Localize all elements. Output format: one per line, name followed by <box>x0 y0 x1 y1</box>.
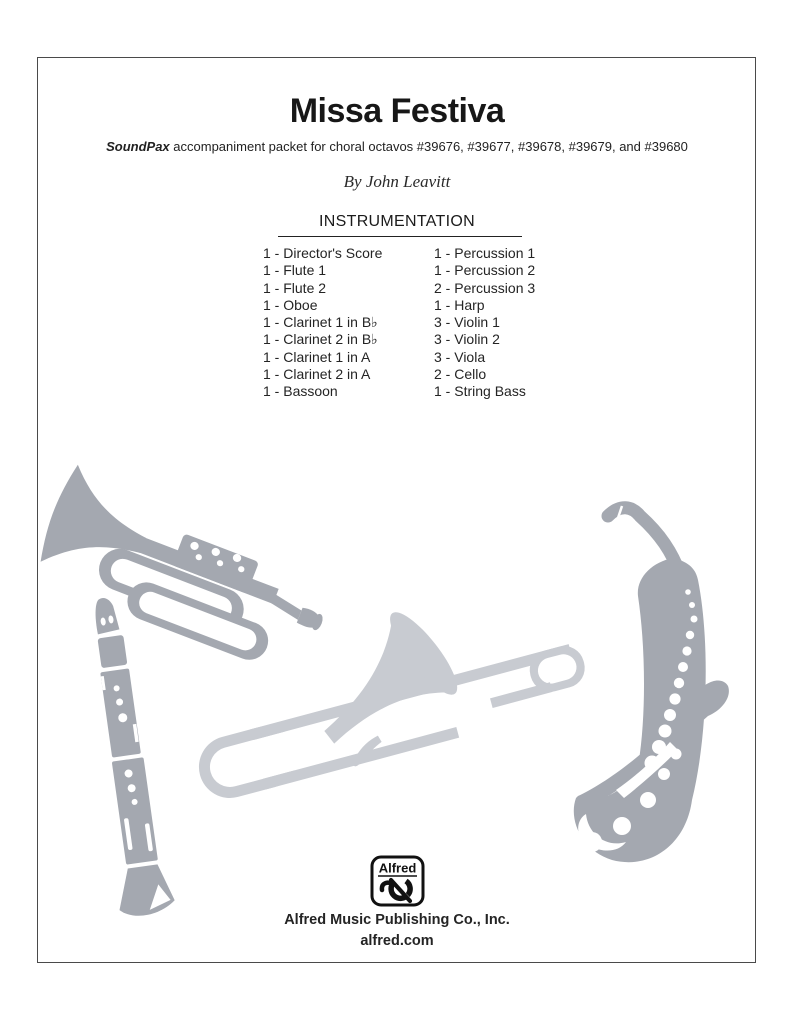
list-item: 1 - Harp <box>434 296 485 313</box>
byline: By John Leavitt <box>343 172 451 191</box>
list-item: 2 - Percussion 3 <box>434 279 536 296</box>
instrumentation-left-column <box>263 245 382 401</box>
soundpax-brand: SoundPax <box>106 139 170 154</box>
list-item: 1 - Clarinet 1 in B♭ <box>263 314 378 331</box>
list-item: 1 - Director's Score <box>263 245 383 261</box>
list-item: 1 - Bassoon <box>263 383 338 400</box>
page-title: Missa Festiva <box>289 92 505 130</box>
list-item: 1 - Flute 2 <box>263 279 327 296</box>
saxophone-icon <box>574 506 729 862</box>
trumpet-icon <box>29 463 344 681</box>
subtitle-rest: accompaniment packet for choral octavos #39676, #39677, #39678, #39679, and #39680 <box>169 139 688 154</box>
publisher-name: Alfred Music Publishing Co., Inc. <box>284 912 510 928</box>
list-item: 3 - Viola <box>434 348 486 365</box>
list-item: 1 - Clarinet 2 in B♭ <box>263 331 378 348</box>
list-item: 1 - Percussion 2 <box>434 262 536 279</box>
list-item: 2 - Cello <box>434 366 487 383</box>
list-item: 1 - Oboe <box>263 296 318 313</box>
instrumentation-underline <box>278 236 522 237</box>
subtitle <box>0 139 794 154</box>
list-item: 3 - Violin 2 <box>434 331 500 348</box>
clarinet-icon <box>76 594 176 919</box>
instrumentation-right-column <box>434 245 535 401</box>
list-item: 1 - Percussion 1 <box>434 245 536 261</box>
list-item: 1 - Flute 1 <box>263 262 327 279</box>
list-item: 1 - String Bass <box>434 383 526 400</box>
publisher-website: alfred.com <box>360 933 434 949</box>
instrumentation-heading: INSTRUMENTATION <box>319 213 475 230</box>
list-item: 3 - Violin 1 <box>434 314 500 331</box>
alfred-logo <box>370 855 425 907</box>
alfred-logo-text: Alfred <box>378 860 417 876</box>
list-item: 1 - Clarinet 2 in A <box>263 366 371 383</box>
list-item: 1 - Clarinet 1 in A <box>263 348 371 365</box>
